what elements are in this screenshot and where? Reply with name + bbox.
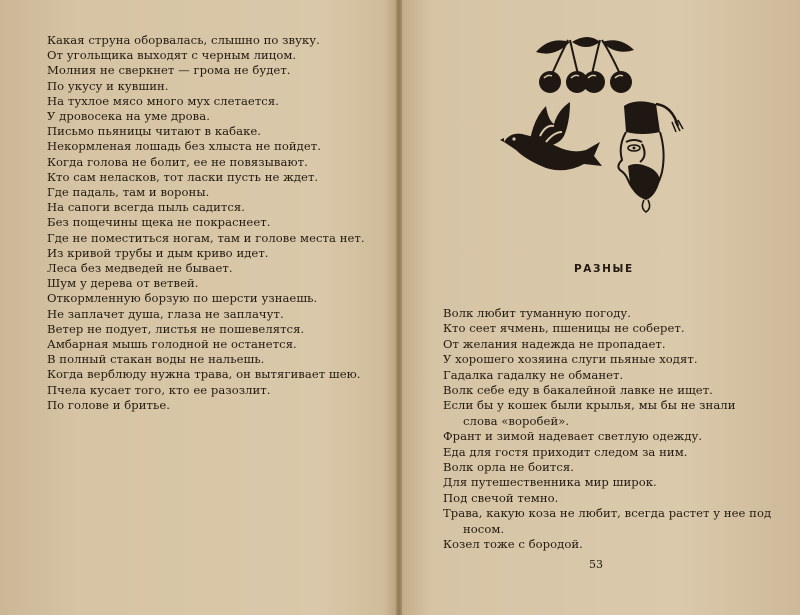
proverb-line: По голове и бритье. [47,397,171,412]
proverb-line: Под свечой темно. [443,490,559,505]
proverb-line: У дровосека на уме дрова. [47,109,210,124]
proverb-line: Трава, какую коза не любит, всегда растет у нее под [443,506,772,521]
proverb-line: Гадалка гадалку не обманет. [443,367,624,382]
proverb-line: Без пощечины щека не покраснеет. [47,215,271,230]
proverb-line: Еда для гостя приходит следом за ним. [443,444,688,459]
proverb-line: Какая струна оборвалась, слышно по звуку. [47,33,320,47]
proverb-line: В полный стакан воды не нальешь. [47,352,265,367]
proverb-line: Молния не сверкнет — грома не будет. [47,63,291,78]
proverb-line: Волк орла не боится. [443,460,575,475]
proverb-line: Когда голова не болит, ее не повязывают. [47,154,308,169]
proverb-line-continuation: слова «воробей». [463,413,570,428]
proverb-line: На тухлое мясо много мух слетается. [47,93,279,108]
proverb-line: Кто сам неласков, тот ласки пусть не ждет. [47,169,319,184]
proverb-line: Когда верблюду нужна трава, он вытягивает шею. [47,367,361,382]
proverb-line: Ветер не подует, листья не пошевелятся. [47,321,305,336]
page-number: 53 [589,558,603,571]
proverb-line: От желания надежда не пропадает. [443,336,666,351]
proverb-line: Амбарная мышь голодной не останется. [47,337,297,352]
proverb-line: Если бы у кошек были крылья, мы бы не знали [443,398,736,413]
proverb-line: Не заплачет душа, глаза не заплачут. [47,306,284,321]
proverb-line: Шум у дерева от ветвей. [47,276,199,291]
proverb-line: Для путешественника мир широк. [443,475,657,490]
proverb-line: Где не поместиться ногам, там и голове места нет. [47,230,365,245]
proverb-line: Леса без медведей не бывает. [47,261,233,276]
proverb-line: Франт и зимой надевает светлую одежду. [443,429,703,444]
proverb-line: От угольщика выходят с черным лицом. [47,48,297,63]
left-proverb-list [47,33,365,413]
proverb-line: Некормленая лошадь без хлыста не пойдет. [47,139,321,154]
turbaned-man-icon [606,96,684,214]
proverb-line: На сапоги всегда пыль садится. [47,200,245,215]
proverb-line-continuation: носом. [463,521,505,536]
proverb-line: Письмо пьяницы читают в кабаке. [47,124,262,139]
cherries-icon [530,34,640,96]
proverb-line: У хорошего хозяина слуги пьяные ходят. [443,352,698,367]
proverb-line: Волк любит туманную погоду. [443,306,632,320]
proverb-line: Пчела кусает того, кто ее разозлит. [47,382,271,397]
proverb-line: Откормленную борзую по шерсти узнаешь. [47,291,318,306]
section-title: РАЗНЫЕ [574,263,634,275]
dove-icon [500,102,604,186]
proverb-line: Волк себе еду в бакалейной лавке не ищет. [443,383,713,398]
right-proverb-list [443,306,771,553]
proverb-line: Где падаль, там и вороны. [47,185,210,200]
proverb-line: По укусу и кувшин. [47,78,169,93]
proverb-line: Из кривой трубы и дым криво идет. [47,245,269,260]
proverb-line: Кто сеет ячмень, пшеницы не соберет. [443,321,685,336]
proverb-line: Козел тоже с бородой. [443,537,583,552]
